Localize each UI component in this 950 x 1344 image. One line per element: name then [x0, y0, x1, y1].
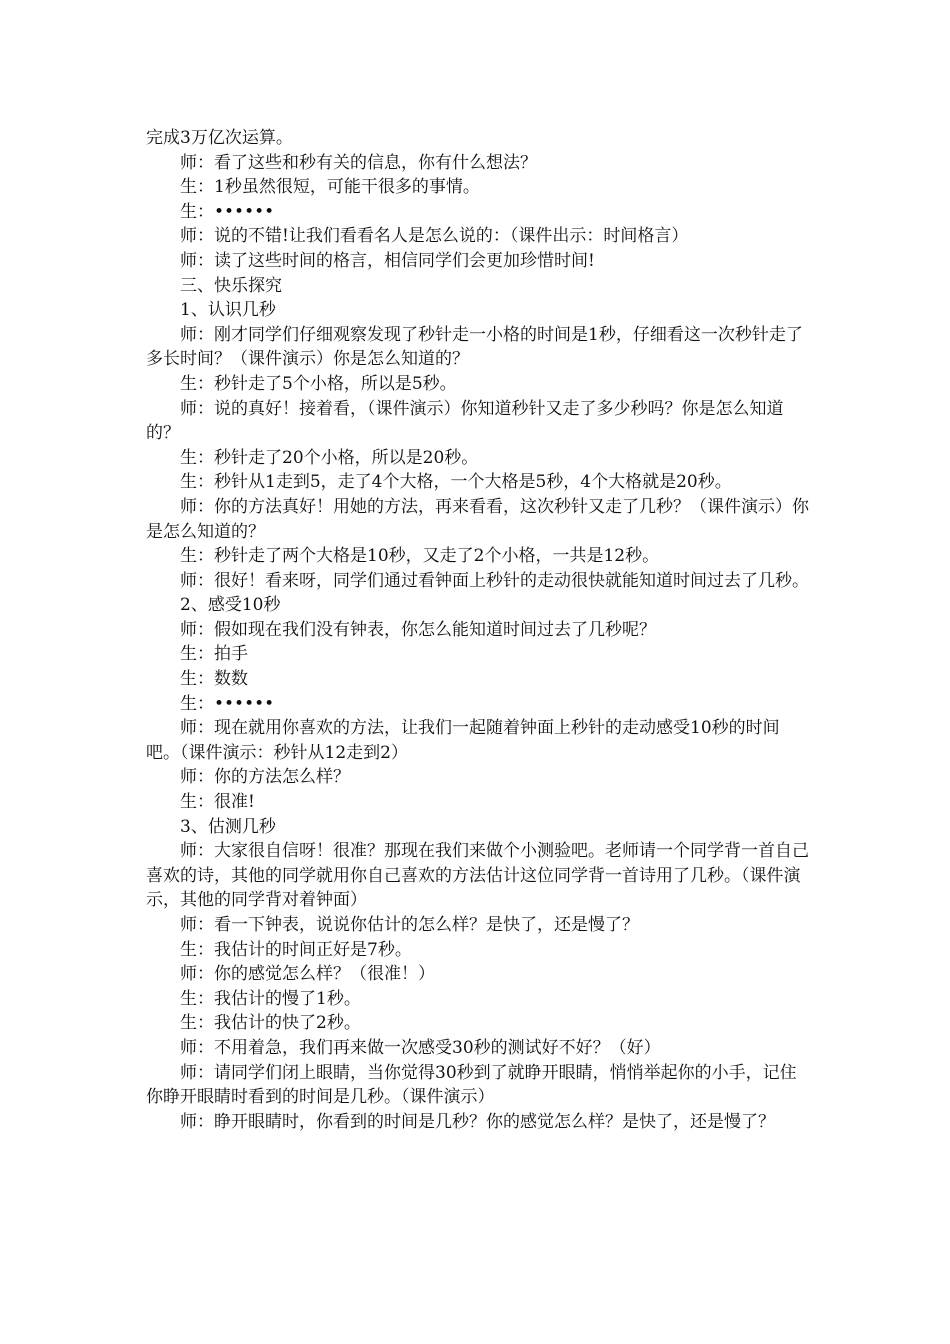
- paragraph: 生：秒针从1走到5，走了4个大格，一个大格是5秒，4个大格就是20秒。: [180, 472, 732, 493]
- paragraph: 生：秒针走了5个小格，所以是5秒。: [180, 373, 457, 394]
- paragraph: 生：我估计的快了2秒。: [180, 1013, 361, 1034]
- paragraph: 生：数数: [180, 669, 248, 690]
- paragraph: 师：睁开眼睛时，你看到的时间是几秒？你的感觉怎么样？是快了，还是慢了？: [180, 1111, 775, 1132]
- document-body: [146, 126, 810, 1134]
- paragraph: 师：你的感觉怎么样？（很准！）: [180, 964, 435, 985]
- paragraph: 完成3万亿次运算。: [146, 128, 293, 148]
- paragraph: 生：秒针走了20个小格，所以是20秒。: [180, 447, 479, 468]
- paragraph: 师：请同学们闭上眼睛，当你觉得30秒到了就睁开眼睛，悄悄举起你的小手，记住你睁开眼睛时看到的时间是几秒。（课件演示）: [146, 1062, 797, 1108]
- paragraph: 师：很好！看来呀，同学们通过看钟面上秒针的走动很快就能知道时间过去了几秒。: [180, 570, 809, 591]
- paragraph: 生：很准!: [180, 792, 255, 813]
- paragraph: 生：••••••: [180, 201, 275, 222]
- paragraph: 生：••••••: [180, 693, 275, 714]
- subsection-heading: 1、认识几秒: [180, 300, 276, 321]
- paragraph: 生：我估计的慢了1秒。: [180, 988, 361, 1009]
- paragraph: 生：拍手: [180, 644, 248, 665]
- paragraph: 师：不用着急，我们再来做一次感受30秒的测试好不好？（好）: [180, 1037, 661, 1058]
- paragraph: 师：假如现在我们没有钟表，你怎么能知道时间过去了几秒呢？: [180, 619, 656, 640]
- paragraph: 生：我估计的时间正好是7秒。: [180, 939, 412, 960]
- paragraph: 师：说的真好！接着看，（课件演示）你知道秒针又走了多少秒吗？你是怎么知道的？: [146, 398, 784, 444]
- paragraph: 师：刚才同学们仔细观察发现了秒针走一小格的时间是1秒，仔细看这一次秒针走了多长时间？（课件演示）你是怎么知道的？: [146, 324, 803, 370]
- paragraph: 师：读了这些时间的格言，相信同学们会更加珍惜时间!: [180, 250, 595, 271]
- subsection-heading: 3、估测几秒: [180, 816, 276, 837]
- paragraph: 师：大家很自信呀！很准？那现在我们来做个小测验吧。老师请一个同学背一首自己喜欢的诗，其他的同学就用你自己喜欢的方法估计这位同学背一首诗用了几秒。（课件演示，其他的同学背对着钟面）: [146, 841, 809, 911]
- paragraph: 师：看了这些和秒有关的信息，你有什么想法？: [180, 152, 537, 173]
- section-heading: 三、快乐探究: [180, 275, 282, 296]
- paragraph: 生：秒针走了两个大格是10秒，又走了2个小格，一共是12秒。: [180, 546, 660, 567]
- paragraph: 生：1秒虽然很短，可能干很多的事情。: [180, 177, 480, 198]
- paragraph: 师：你的方法怎么样？: [180, 767, 350, 788]
- paragraph: 师：现在就用你喜欢的方法，让我们一起随着钟面上秒针的走动感受10秒的时间吧。（课件演示：秒针从12走到2）: [146, 718, 780, 763]
- paragraph: 师：看一下钟表，说说你估计的怎么样？是快了，还是慢了？: [180, 915, 639, 935]
- paragraph: 师：说的不错!让我们看看名人是怎么说的：（课件出示：时间格言）: [180, 226, 689, 247]
- subsection-heading: 2、感受10秒: [180, 595, 281, 616]
- paragraph: 师：你的方法真好！用她的方法，再来看看，这次秒针又走了几秒？（课件演示）你是怎么知道的？: [146, 496, 809, 542]
